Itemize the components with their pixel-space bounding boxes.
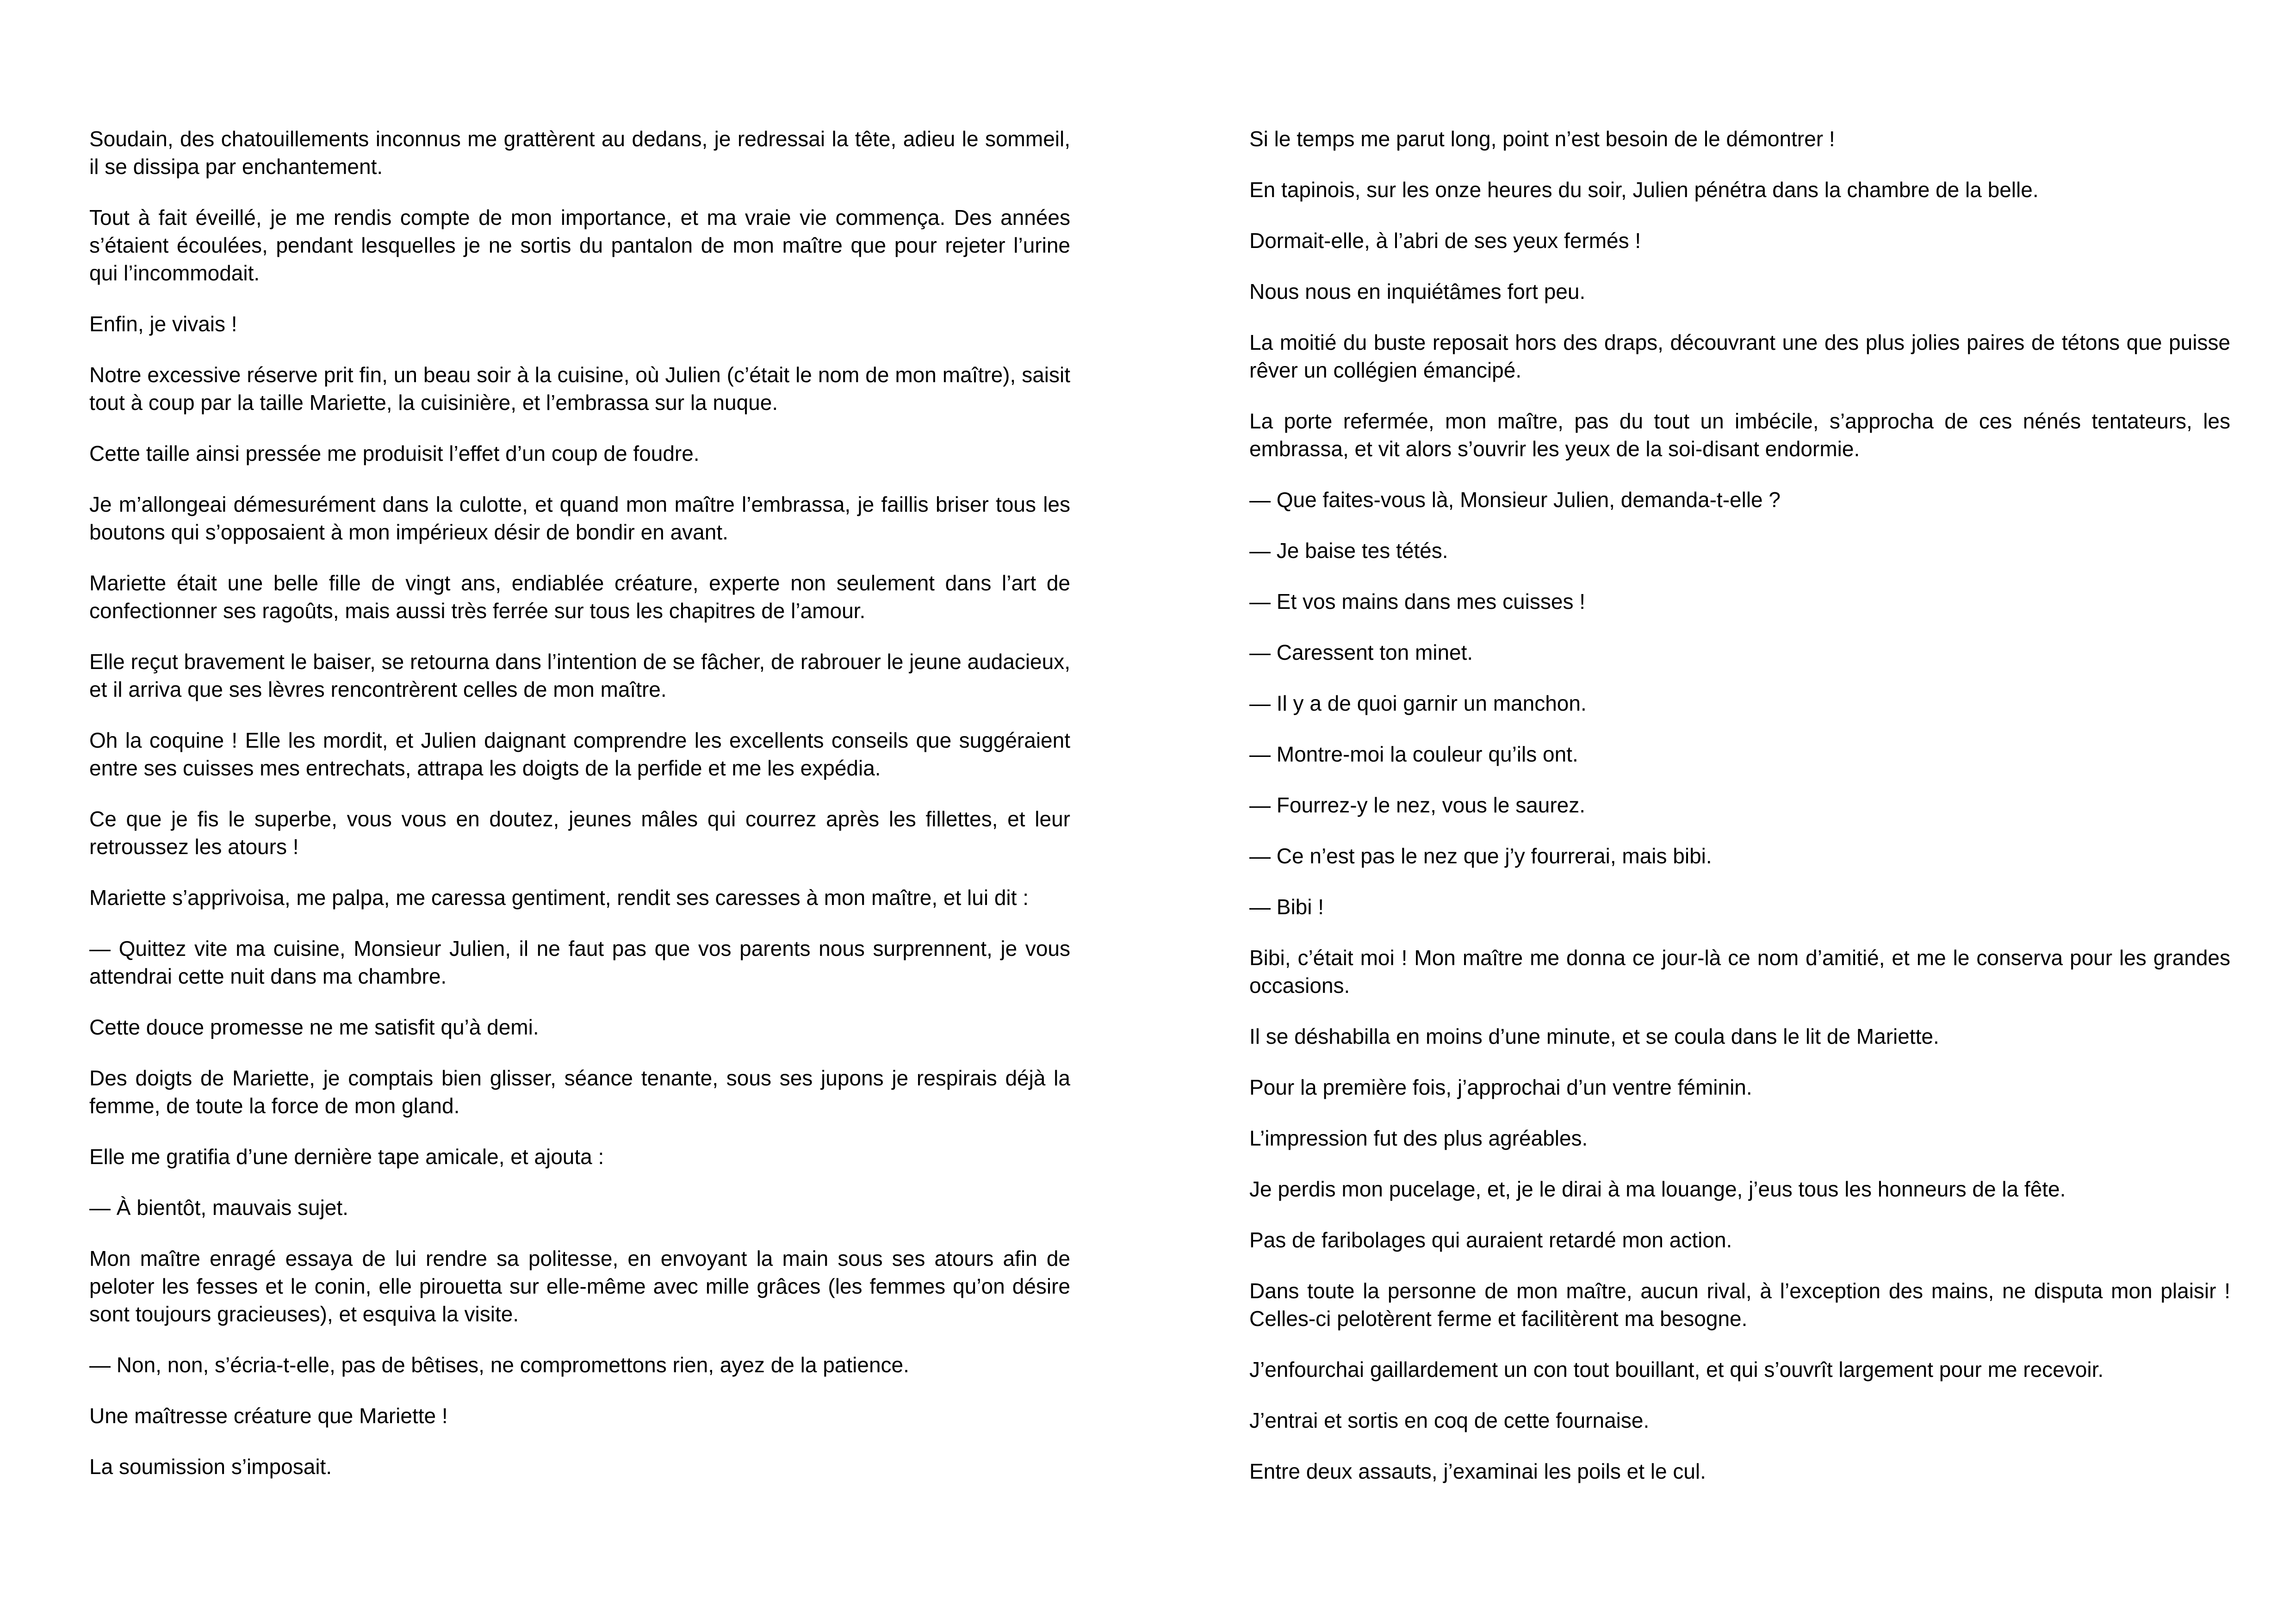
paragraph: La moitié du buste reposait hors des draps, découvrant une des plus jolies paires de tétons que puisse rêver un collégien émancipé. [1249,330,2230,382]
paragraph: Si le temps me parut long, point n’est besoin de le démontrer ! [1249,127,1835,151]
paragraph: Pour la première fois, j’approchai d’un ventre féminin. [1249,1075,1752,1099]
paragraph: Cette douce promesse ne me satisfit qu’à demi. [89,1015,539,1039]
paragraph: — Il y a de quoi garnir un manchon. [1249,691,1587,715]
paragraph: — Je baise tes tétés. [1249,539,1448,563]
paragraph: Entre deux assauts, j’examinai les poils et le cul. [1249,1459,1706,1483]
paragraph: — À bientôt, mauvais sujet. [89,1196,348,1220]
paragraph: J’entrai et sortis en coq de cette fournaise. [1249,1408,1650,1432]
paragraph: Oh la coquine ! Elle les mordit, et Julien daignant comprendre les excellents conseils que suggéraient entre ses cuisses mes entrechats, attrapa les doigts de la perfide et me les expédia. [89,728,1070,780]
paragraph: Cette taille ainsi pressée me produisit l’effet d’un coup de foudre. [89,441,700,465]
paragraph: Notre excessive réserve prit fin, un beau soir à la cuisine, où Julien (c’était le nom de mon maître), saisit tout à coup par la taille Mariette, la cuisinière, et l’embrassa sur la nuque. [89,363,1070,415]
paragraph: — Bibi ! [1249,895,1324,919]
paragraph: — Non, non, s’écria-t-elle, pas de bêtises, ne compromettons rien, ayez de la patience. [89,1353,909,1377]
paragraph: Mon maître enragé essaya de lui rendre sa politesse, en envoyant la main sous ses atours afin de peloter les fesses et le conin, elle pirouetta sur elle-même avec mille grâces (les femmes qu’on désire sont toujours gracieuses), et esquiva la visite. [89,1246,1070,1326]
paragraph: Une maîtresse créature que Mariette ! [89,1404,448,1428]
paragraph: Des doigts de Mariette, je comptais bien glisser, séance tenante, sous ses jupons je respirais déjà la femme, de toute la force de mon gland. [89,1066,1070,1118]
paragraph: Je perdis mon pucelage, et, je le dirai à ma louange, j’eus tous les honneurs de la fête. [1249,1177,2066,1201]
left-page [89,125,1070,1504]
paragraph: La porte refermée, mon maître, pas du tout un imbécile, s’approcha de ces nénés tentateurs, les embrassa, et vit alors s’ouvrir les yeux de la soi-disant endormie. [1249,409,2230,461]
paragraph: — Quittez vite ma cuisine, Monsieur Julien, il ne faut pas que vos parents nous surprennent, je vous attendrai cette nuit dans ma chambre. [89,936,1070,988]
paragraph: Il se déshabilla en moins d’une minute, et se coula dans le lit de Mariette. [1249,1024,1939,1048]
paragraph: — Ce n’est pas le nez que j’y fourrerai, mais bibi. [1249,844,1712,868]
paragraph: Elle me gratifia d’une dernière tape amicale, et ajouta : [89,1145,604,1169]
paragraph: Tout à fait éveillé, je me rendis compte de mon importance, et ma vraie vie commença. Des années s’étaient écoulées, pendant lesquelles je ne sortis du pantalon de mon maître que pour rejeter l’urine qui l’incommodait. [89,205,1070,285]
paragraph: Nous nous en inquiétâmes fort peu. [1249,279,1586,304]
paragraph: — Montre-moi la couleur qu’ils ont. [1249,742,1578,766]
paragraph: Pas de faribolages qui auraient retardé mon action. [1249,1228,1732,1252]
paragraph: En tapinois, sur les onze heures du soir, Julien pénétra dans la chambre de la belle. [1249,178,2039,202]
paragraph: Elle reçut bravement le baiser, se retourna dans l’intention de se fâcher, de rabrouer le jeune audacieux, et il arriva que ses lèvres rencontrèrent celles de mon maître. [89,650,1070,701]
paragraph: Ce que je fis le superbe, vous vous en doutez, jeunes mâles qui courrez après les fillettes, et leur retroussez les atours ! [89,807,1070,859]
paragraph: — Fourrez-y le nez, vous le saurez. [1249,793,1586,817]
paragraph: — Caressent ton minet. [1249,640,1473,664]
paragraph: Bibi, c’était moi ! Mon maître me donna ce jour-là ce nom d’amitié, et me le conserva pour les grandes occasions. [1249,946,2230,997]
paragraph: J’enfourchai gaillardement un con tout bouillant, et qui s’ouvrît largement pour me recevoir. [1249,1357,2104,1381]
paragraph: — Que faites-vous là, Monsieur Julien, demanda-t-elle ? [1249,488,1781,512]
paragraph: Dans toute la personne de mon maître, aucun rival, à l’exception des mains, ne disputa mon plaisir ! Celles-ci pelotèrent ferme et facilitèrent ma besogne. [1249,1279,2230,1331]
paragraph: — Et vos mains dans mes cuisses ! [1249,589,1586,613]
paragraph: Soudain, des chatouillements inconnus me grattèrent au dedans, je redressai la tête, adieu le sommeil, il se dissipa par enchantement. [89,127,1070,179]
paragraph: Mariette s’apprivoisa, me palpa, me caressa gentiment, rendit ses caresses à mon maître, et lui dit : [89,886,1029,910]
paragraph: Je m’allongeai démesurément dans la culotte, et quand mon maître l’embrassa, je faillis briser tous les boutons qui s’opposaient à mon impérieux désir de bondir en avant. [89,492,1070,544]
paragraph: Dormait-elle, à l’abri de ses yeux fermés ! [1249,229,1641,253]
paragraph: La soumission s’imposait. [89,1455,332,1479]
paragraph: L’impression fut des plus agréables. [1249,1126,1588,1150]
paragraph: Enfin, je vivais ! [89,312,237,336]
right-page [1249,125,2230,1508]
paragraph: Mariette était une belle fille de vingt ans, endiablée créature, experte non seulement dans l’art de confectionner ses ragoûts, mais aussi très ferrée sur tous les chapitres de l’amour. [89,571,1070,623]
